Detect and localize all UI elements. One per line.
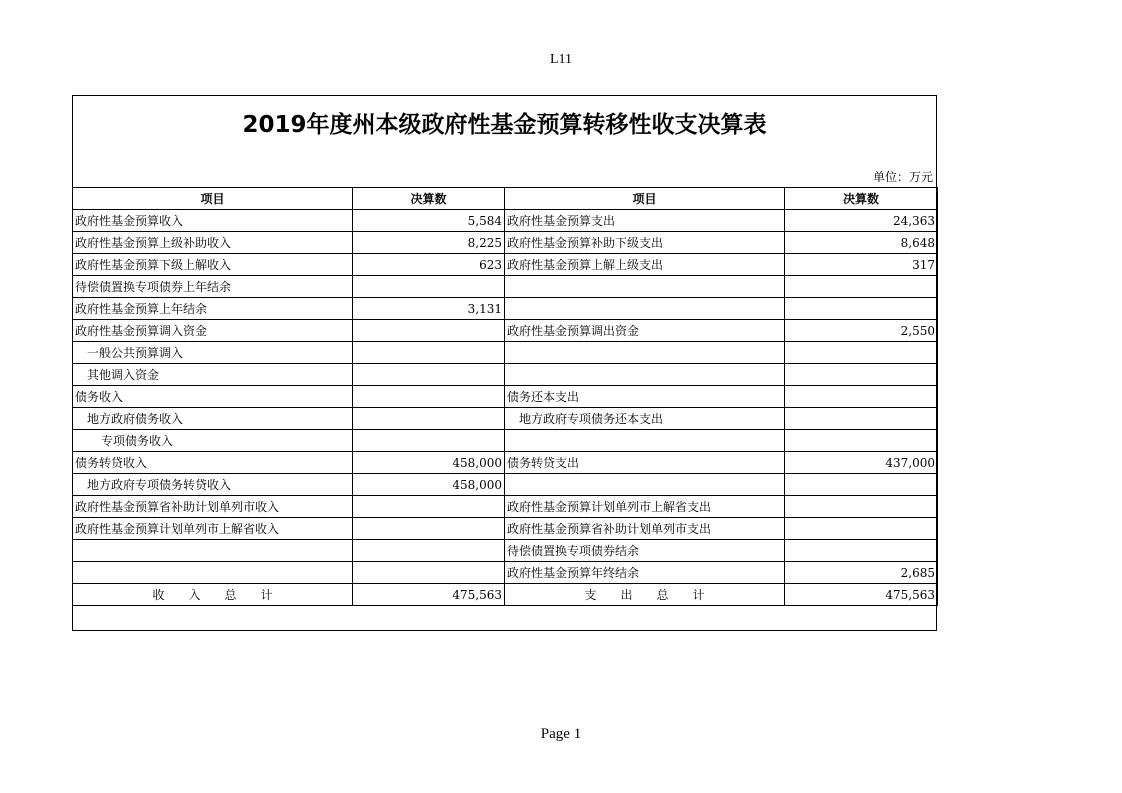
budget-sheet <box>72 95 937 631</box>
right-value: 2,550 <box>785 320 938 342</box>
left-item: 一般公共预算调入 <box>73 342 353 364</box>
left-item: 政府性基金预算收入 <box>73 210 353 232</box>
left-value <box>353 496 505 518</box>
left-value <box>353 386 505 408</box>
right-item <box>505 276 785 298</box>
right-value <box>785 276 938 298</box>
right-item: 政府性基金预算省补助计划单列市支出 <box>505 518 785 540</box>
table-row <box>73 342 938 364</box>
table-row <box>73 210 938 232</box>
title-block <box>73 96 936 187</box>
right-value <box>785 474 938 496</box>
left-value: 5,584 <box>353 210 505 232</box>
left-value: 8,225 <box>353 232 505 254</box>
right-item: 政府性基金预算年终结余 <box>505 562 785 584</box>
expense-total-value: 475,563 <box>785 584 938 606</box>
left-value <box>353 342 505 364</box>
table-row <box>73 364 938 386</box>
left-item: 地方政府债务收入 <box>73 408 353 430</box>
left-value: 3,131 <box>353 298 505 320</box>
left-value <box>353 518 505 540</box>
income-total-value: 475,563 <box>353 584 505 606</box>
income-total-label: 收 入 总 计 <box>73 584 353 606</box>
right-value: 437,000 <box>785 452 938 474</box>
right-value: 8,648 <box>785 232 938 254</box>
left-value <box>353 562 505 584</box>
right-item <box>505 364 785 386</box>
left-item: 政府性基金预算上级补助收入 <box>73 232 353 254</box>
table-row <box>73 430 938 452</box>
left-item: 政府性基金预算省补助计划单列市收入 <box>73 496 353 518</box>
left-item: 其他调入资金 <box>73 364 353 386</box>
right-value <box>785 342 938 364</box>
left-item <box>73 540 353 562</box>
table-row <box>73 562 938 584</box>
left-value <box>353 320 505 342</box>
table-row <box>73 232 938 254</box>
left-value <box>353 540 505 562</box>
budget-table <box>72 187 938 606</box>
right-item <box>505 298 785 320</box>
table-row <box>73 254 938 276</box>
right-value: 2,685 <box>785 562 938 584</box>
right-value <box>785 408 938 430</box>
table-row <box>73 474 938 496</box>
right-item: 政府性基金预算支出 <box>505 210 785 232</box>
right-item <box>505 474 785 496</box>
left-item: 政府性基金预算调入资金 <box>73 320 353 342</box>
left-item: 政府性基金预算下级上解收入 <box>73 254 353 276</box>
left-item: 专项债务收入 <box>73 430 353 452</box>
right-item <box>505 430 785 452</box>
table-row <box>73 298 938 320</box>
left-value: 458,000 <box>353 452 505 474</box>
right-item: 债务转贷支出 <box>505 452 785 474</box>
right-item: 地方政府专项债务还本支出 <box>505 408 785 430</box>
header-value-right: 决算数 <box>785 188 938 210</box>
left-item: 债务收入 <box>73 386 353 408</box>
table-row <box>73 320 938 342</box>
right-item: 政府性基金预算补助下级支出 <box>505 232 785 254</box>
left-value <box>353 364 505 386</box>
left-value <box>353 430 505 452</box>
right-value: 24,363 <box>785 210 938 232</box>
page-header: L11 <box>549 52 573 67</box>
right-value <box>785 364 938 386</box>
right-value <box>785 496 938 518</box>
left-item: 债务转贷收入 <box>73 452 353 474</box>
left-value <box>353 276 505 298</box>
unit-label: 单位：万元 <box>872 170 933 184</box>
right-value <box>785 386 938 408</box>
right-value: 317 <box>785 254 938 276</box>
expense-total-label: 支 出 总 计 <box>505 584 785 606</box>
header-item-right: 项目 <box>505 188 785 210</box>
right-item: 待偿债置换专项债券结余 <box>505 540 785 562</box>
table-row <box>73 386 938 408</box>
right-value <box>785 430 938 452</box>
right-value <box>785 298 938 320</box>
header-row <box>73 188 938 210</box>
left-item <box>73 562 353 584</box>
table-row <box>73 408 938 430</box>
left-value: 623 <box>353 254 505 276</box>
right-item: 政府性基金预算计划单列市上解省支出 <box>505 496 785 518</box>
right-item: 政府性基金预算上解上级支出 <box>505 254 785 276</box>
table-row <box>73 518 938 540</box>
left-value <box>353 408 505 430</box>
right-item: 债务还本支出 <box>505 386 785 408</box>
table-row <box>73 496 938 518</box>
header-item-left: 项目 <box>73 188 353 210</box>
header-value-left: 决算数 <box>353 188 505 210</box>
right-item: 政府性基金预算调出资金 <box>505 320 785 342</box>
left-value: 458,000 <box>353 474 505 496</box>
left-item: 政府性基金预算计划单列市上解省收入 <box>73 518 353 540</box>
page-footer: Page 1 <box>540 726 582 742</box>
left-item: 地方政府专项债务转贷收入 <box>73 474 353 496</box>
table-row <box>73 540 938 562</box>
right-value <box>785 518 938 540</box>
page-title: 2019年度州本级政府性基金预算转移性收支决算表 <box>242 112 767 138</box>
table-row <box>73 276 938 298</box>
table-row <box>73 452 938 474</box>
totals-row <box>73 584 938 606</box>
right-value <box>785 540 938 562</box>
left-item: 政府性基金预算上年结余 <box>73 298 353 320</box>
right-item <box>505 342 785 364</box>
left-item: 待偿债置换专项债券上年结余 <box>73 276 353 298</box>
